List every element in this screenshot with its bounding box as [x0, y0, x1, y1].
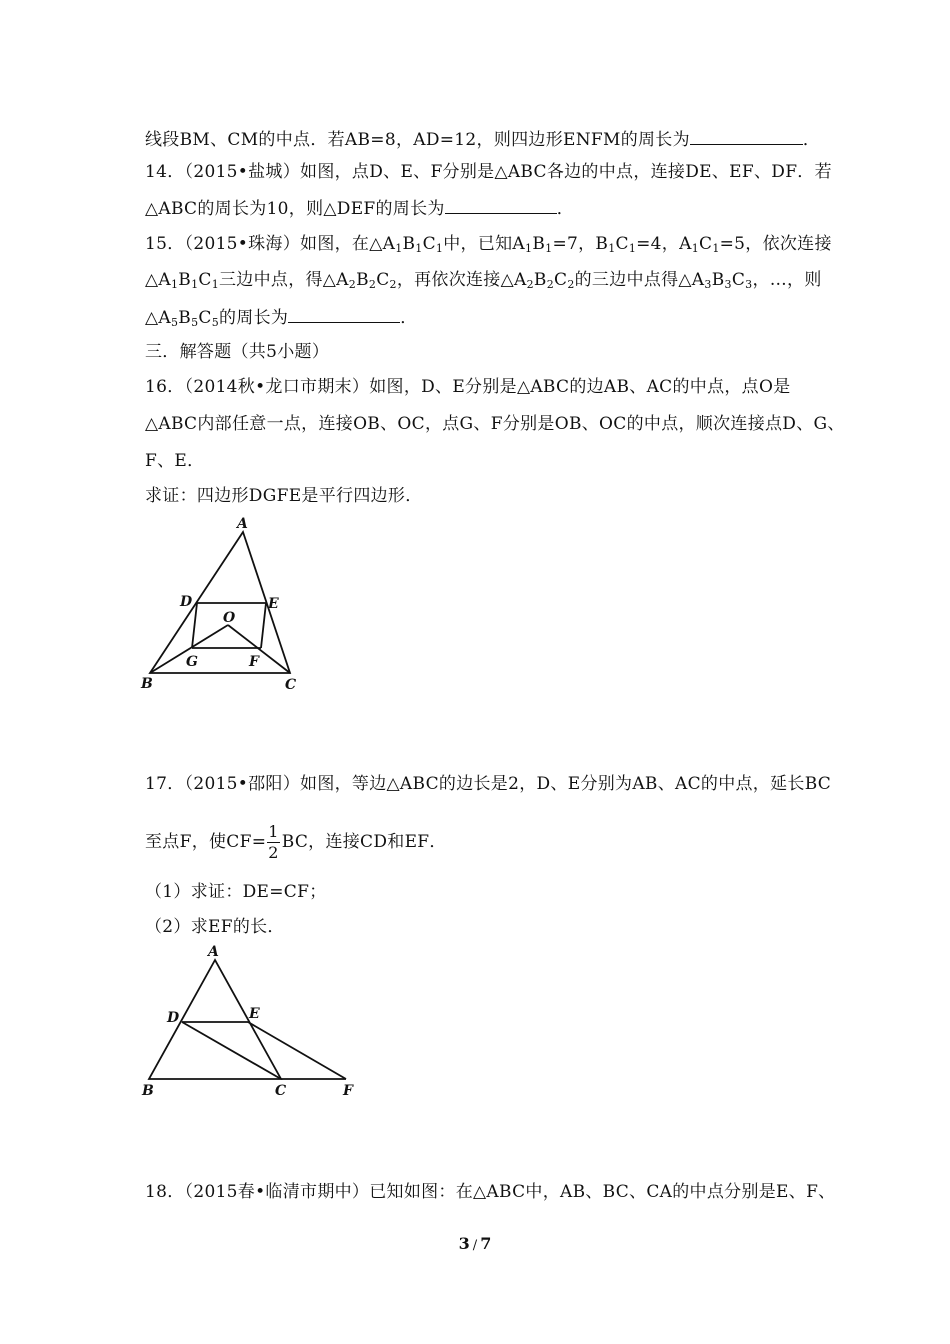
problem-15-line-3	[145, 306, 418, 329]
problem-17-line-2	[145, 823, 447, 861]
punct: ．	[802, 130, 821, 150]
fraction-numerator: 1	[268, 822, 279, 841]
label-d: D	[180, 594, 193, 610]
answer-blank	[288, 306, 400, 323]
problem-16-line-1: 16．（2014秋•龙口市期末）如图，D、E分别是△ABC的边AB、AC的中点，点O是	[145, 377, 791, 397]
subscript: 1	[170, 278, 179, 291]
segment-oc	[228, 625, 290, 673]
t: C	[554, 270, 568, 290]
figure-16	[135, 510, 310, 695]
t: =4，A	[636, 234, 692, 254]
t: ，再依次连接△A	[396, 270, 527, 290]
total-pages: 7	[480, 1234, 492, 1253]
segment-ef	[261, 603, 266, 648]
section-heading: 三．解答题（共5小题）	[145, 342, 330, 362]
problem-14-text: △ABC的周长为10，则△DEF的周长为	[145, 199, 445, 219]
problem-16-line-2: △ABC内部任意一点，连接OB、OC，点G、F分别是OB、OC的中点，顺次连接点D、G、	[145, 414, 845, 434]
subscript: 1	[628, 242, 637, 255]
fraction-one-half	[267, 824, 279, 861]
t: B	[711, 270, 725, 290]
current-page: 3	[458, 1234, 470, 1253]
label-b: B	[142, 1083, 154, 1099]
segment-ef	[248, 1022, 346, 1079]
t: △A	[145, 270, 171, 290]
answer-blank	[690, 128, 803, 145]
problem-14-line-2	[145, 197, 574, 220]
problem-13-text: 线段BM、CM的中点．若AB=8，AD=12，则四边形ENFM的周长为	[145, 130, 690, 150]
subscript: 1	[395, 242, 403, 255]
t: B	[356, 270, 369, 290]
t: 15．（2015•珠海）如图，在△A	[145, 234, 396, 254]
subscript: 2	[526, 278, 534, 291]
problem-17-part-1: （1）求证：DE=CF；	[145, 882, 327, 902]
subscript: 1	[435, 242, 444, 255]
t: B	[178, 270, 192, 290]
subscript: 1	[211, 278, 219, 291]
subscript: 5	[191, 316, 199, 329]
t: 的周长为	[219, 308, 289, 328]
t: 至点F，使CF=	[145, 832, 267, 852]
t: B	[532, 234, 546, 254]
page-separator: /	[472, 1238, 478, 1253]
label-o: O	[223, 610, 236, 626]
problem-13-tail	[145, 128, 820, 151]
subscript: 1	[545, 242, 553, 255]
label-g: G	[186, 654, 198, 670]
problem-16-prove: 求证：四边形DGFE是平行四边形．	[145, 486, 423, 506]
t: C	[376, 270, 390, 290]
t: B	[178, 308, 192, 328]
problem-17-part-2: （2）求EF的长．	[145, 917, 285, 937]
subscript: 2	[546, 278, 554, 291]
problem-15-line-2	[145, 269, 822, 291]
t: 的三边中点得△A	[574, 270, 705, 290]
t: ，…，则	[752, 270, 822, 290]
subscript: 2	[368, 278, 377, 291]
subscript: 5	[170, 316, 179, 329]
subscript: 3	[724, 278, 732, 291]
t: B	[402, 234, 416, 254]
subscript: 2	[567, 278, 575, 291]
subscript: 1	[415, 242, 423, 255]
fraction-denominator: 2	[268, 843, 279, 862]
label-f: F	[249, 654, 259, 670]
subscript: 1	[191, 278, 199, 291]
problem-17-line-1: 17．（2015•邵阳）如图，等边△ABC的边长是2，D、E分别为AB、AC的中点，延长BC	[145, 774, 832, 794]
subscript: 1	[608, 242, 616, 255]
answer-blank	[445, 197, 557, 214]
subscript: 1	[691, 242, 699, 255]
t: C	[699, 234, 713, 254]
punct: ．	[400, 308, 418, 328]
subscript: 3	[704, 278, 712, 291]
subscript: 2	[348, 278, 357, 291]
label-e: E	[249, 1006, 260, 1022]
punct: ．	[556, 199, 575, 219]
t: C	[615, 234, 629, 254]
t: =7，B	[552, 234, 609, 254]
t: BC，连接CD和EF．	[281, 832, 447, 852]
subscript: 3	[745, 278, 753, 291]
t: 中，已知A	[443, 234, 526, 254]
label-d: D	[167, 1010, 180, 1026]
label-b: B	[141, 676, 153, 692]
label-e: E	[268, 596, 279, 612]
problem-14-line-1: 14．（2015•盐城）如图，点D、E、F分别是△ABC各边的中点，连接DE、EF、DF．若	[145, 162, 832, 182]
t: 三边中点，得△A	[219, 270, 349, 290]
label-c: C	[285, 677, 297, 693]
t: C	[422, 234, 436, 254]
page-number	[0, 1234, 950, 1253]
label-a: A	[208, 944, 219, 960]
label-a: A	[237, 516, 248, 532]
label-c: C	[275, 1083, 287, 1099]
subscript: 1	[712, 242, 720, 255]
t: C	[198, 270, 212, 290]
t: =5，依次连接	[719, 234, 832, 254]
subscript: 2	[389, 278, 397, 291]
t: C	[731, 270, 746, 290]
t: △A	[145, 308, 171, 328]
problem-15-line-1	[145, 233, 832, 255]
subscript: 1	[525, 242, 533, 255]
figure-17	[135, 940, 365, 1100]
t: C	[198, 308, 212, 328]
subscript: 5	[211, 316, 219, 329]
label-f: F	[343, 1083, 353, 1099]
problem-16-line-3: F、E．	[145, 451, 205, 471]
t: B	[533, 270, 547, 290]
problem-18-line-1: 18．（2015春•临清市期中）已知如图：在△ABC中，AB、BC、CA的中点分别是E、F、	[145, 1182, 836, 1202]
